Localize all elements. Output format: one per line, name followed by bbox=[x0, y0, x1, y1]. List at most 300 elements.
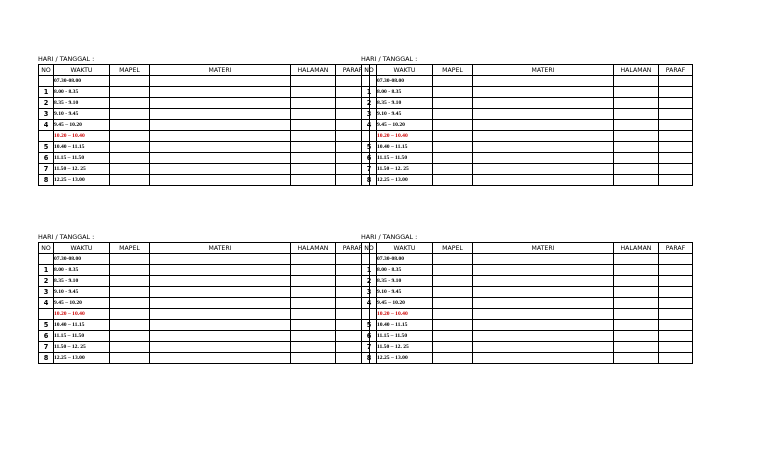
table-row bbox=[39, 142, 370, 153]
mapel-cell[interactable] bbox=[433, 342, 473, 353]
materi-cell[interactable] bbox=[150, 142, 291, 153]
schedule-table bbox=[361, 242, 693, 364]
row-number: 3 bbox=[39, 109, 54, 120]
materi-cell[interactable] bbox=[473, 98, 614, 109]
mapel-cell[interactable] bbox=[433, 320, 473, 331]
table-row bbox=[39, 76, 370, 87]
row-number: 4 bbox=[362, 298, 377, 309]
materi-cell[interactable] bbox=[150, 175, 291, 186]
table-row bbox=[39, 353, 370, 364]
table-row bbox=[39, 87, 370, 98]
row-number: 7 bbox=[362, 342, 377, 353]
materi-cell[interactable] bbox=[150, 276, 291, 287]
materi-cell[interactable] bbox=[150, 254, 291, 265]
materi-cell[interactable] bbox=[473, 120, 614, 131]
time-cell: 8.35 - 9.10 bbox=[54, 276, 110, 287]
halaman-cell[interactable] bbox=[291, 331, 336, 342]
schedule-title: HARI / TANGGAL : bbox=[361, 233, 418, 241]
row-number: 7 bbox=[362, 164, 377, 175]
schedule-table bbox=[38, 64, 370, 186]
mapel-cell[interactable] bbox=[110, 98, 150, 109]
mapel-cell[interactable] bbox=[433, 109, 473, 120]
mapel-cell[interactable] bbox=[433, 353, 473, 364]
time-cell: 11.15 – 11.50 bbox=[377, 331, 433, 342]
materi-cell[interactable] bbox=[150, 287, 291, 298]
row-number: 6 bbox=[362, 331, 377, 342]
time-cell: 8.00 - 8.35 bbox=[377, 265, 433, 276]
row-number: 5 bbox=[362, 320, 377, 331]
materi-cell[interactable] bbox=[150, 120, 291, 131]
table-header-row bbox=[39, 243, 370, 254]
row-number: 4 bbox=[39, 298, 54, 309]
materi-cell[interactable] bbox=[473, 131, 614, 142]
materi-cell[interactable] bbox=[473, 76, 614, 87]
paraf-cell[interactable] bbox=[659, 320, 693, 331]
row-number: 8 bbox=[39, 353, 54, 364]
header-no: NO bbox=[362, 243, 377, 254]
table-row bbox=[39, 298, 370, 309]
row-number: 2 bbox=[362, 98, 377, 109]
mapel-cell[interactable] bbox=[110, 298, 150, 309]
header-mapel: MAPEL bbox=[433, 65, 473, 76]
table-row bbox=[362, 265, 693, 276]
time-cell: 11.50 – 12. 25 bbox=[54, 164, 110, 175]
paraf-cell[interactable] bbox=[659, 98, 693, 109]
header-paraf: PARAF bbox=[659, 243, 693, 254]
time-cell: 11.15 – 11.50 bbox=[377, 153, 433, 164]
row-number: 4 bbox=[39, 120, 54, 131]
paraf-cell[interactable] bbox=[659, 87, 693, 98]
materi-cell[interactable] bbox=[150, 320, 291, 331]
table-row bbox=[362, 342, 693, 353]
mapel-cell[interactable] bbox=[110, 142, 150, 153]
table-row bbox=[39, 164, 370, 175]
row-number bbox=[39, 76, 54, 87]
materi-cell[interactable] bbox=[150, 164, 291, 175]
halaman-cell[interactable] bbox=[614, 153, 659, 164]
row-number: 1 bbox=[39, 265, 54, 276]
paraf-cell[interactable] bbox=[659, 175, 693, 186]
materi-cell[interactable] bbox=[473, 298, 614, 309]
mapel-cell[interactable] bbox=[110, 76, 150, 87]
row-number: 2 bbox=[362, 276, 377, 287]
materi-cell[interactable] bbox=[150, 153, 291, 164]
materi-cell[interactable] bbox=[150, 76, 291, 87]
table-row bbox=[362, 287, 693, 298]
halaman-cell[interactable] bbox=[614, 98, 659, 109]
time-cell: 07.30-08.00 bbox=[54, 76, 110, 87]
table-row bbox=[39, 131, 370, 142]
materi-cell[interactable] bbox=[473, 254, 614, 265]
halaman-cell[interactable] bbox=[291, 109, 336, 120]
mapel-cell[interactable] bbox=[433, 87, 473, 98]
halaman-cell[interactable] bbox=[291, 276, 336, 287]
time-cell: 10.40 – 11.15 bbox=[54, 320, 110, 331]
halaman-cell[interactable] bbox=[291, 87, 336, 98]
header-materi: MATERI bbox=[473, 243, 614, 254]
halaman-cell[interactable] bbox=[291, 287, 336, 298]
row-number: 8 bbox=[362, 175, 377, 186]
time-cell: 11.50 – 12. 25 bbox=[377, 164, 433, 175]
header-materi: MATERI bbox=[473, 65, 614, 76]
mapel-cell[interactable] bbox=[433, 254, 473, 265]
materi-cell[interactable] bbox=[473, 164, 614, 175]
materi-cell[interactable] bbox=[150, 131, 291, 142]
materi-cell[interactable] bbox=[150, 298, 291, 309]
mapel-cell[interactable] bbox=[433, 175, 473, 186]
mapel-cell[interactable] bbox=[433, 276, 473, 287]
halaman-cell[interactable] bbox=[291, 164, 336, 175]
table-row bbox=[362, 309, 693, 320]
paraf-cell[interactable] bbox=[659, 254, 693, 265]
header-mapel: MAPEL bbox=[110, 243, 150, 254]
time-cell: 9.10 - 9.45 bbox=[54, 287, 110, 298]
time-cell: 9.45 – 10.20 bbox=[54, 120, 110, 131]
table-row bbox=[362, 276, 693, 287]
table-row bbox=[39, 109, 370, 120]
schedule-block bbox=[38, 54, 370, 186]
row-number: 1 bbox=[362, 265, 377, 276]
time-cell: 10.40 – 11.15 bbox=[54, 142, 110, 153]
materi-cell[interactable] bbox=[473, 353, 614, 364]
table-row bbox=[39, 153, 370, 164]
row-number: 8 bbox=[362, 353, 377, 364]
time-cell: 12.25 – 13.00 bbox=[54, 175, 110, 186]
header-halaman: HALAMAN bbox=[291, 65, 336, 76]
table-row bbox=[362, 76, 693, 87]
halaman-cell[interactable] bbox=[614, 265, 659, 276]
halaman-cell[interactable] bbox=[291, 76, 336, 87]
header-halaman: HALAMAN bbox=[614, 65, 659, 76]
table-row bbox=[362, 164, 693, 175]
time-cell: 11.50 – 12. 25 bbox=[54, 342, 110, 353]
mapel-cell[interactable] bbox=[110, 287, 150, 298]
time-cell: 9.10 - 9.45 bbox=[54, 109, 110, 120]
row-number: 7 bbox=[39, 164, 54, 175]
halaman-cell[interactable] bbox=[291, 175, 336, 186]
mapel-cell[interactable] bbox=[110, 320, 150, 331]
paraf-cell[interactable] bbox=[659, 287, 693, 298]
table-row bbox=[39, 287, 370, 298]
materi-cell[interactable] bbox=[473, 331, 614, 342]
halaman-cell[interactable] bbox=[291, 98, 336, 109]
table-row bbox=[39, 265, 370, 276]
table-row bbox=[39, 309, 370, 320]
mapel-cell[interactable] bbox=[433, 76, 473, 87]
materi-cell[interactable] bbox=[473, 320, 614, 331]
row-number: 5 bbox=[39, 320, 54, 331]
time-cell: 10.40 – 11.15 bbox=[377, 142, 433, 153]
break-time-cell: 10.20 – 10.40 bbox=[54, 131, 110, 142]
paraf-cell[interactable] bbox=[659, 164, 693, 175]
materi-cell[interactable] bbox=[150, 109, 291, 120]
row-number: 2 bbox=[39, 98, 54, 109]
time-cell: 9.10 - 9.45 bbox=[377, 109, 433, 120]
halaman-cell[interactable] bbox=[614, 309, 659, 320]
paraf-cell[interactable] bbox=[659, 265, 693, 276]
row-number: 3 bbox=[39, 287, 54, 298]
table-row bbox=[39, 254, 370, 265]
materi-cell[interactable] bbox=[150, 98, 291, 109]
header-no: NO bbox=[39, 65, 54, 76]
row-number: 6 bbox=[39, 153, 54, 164]
break-time-cell: 10.20 – 10.40 bbox=[377, 309, 433, 320]
table-row bbox=[39, 320, 370, 331]
break-time-cell: 10.20 – 10.40 bbox=[54, 309, 110, 320]
halaman-cell[interactable] bbox=[614, 175, 659, 186]
header-mapel: MAPEL bbox=[433, 243, 473, 254]
materi-cell[interactable] bbox=[473, 175, 614, 186]
time-cell: 9.10 - 9.45 bbox=[377, 287, 433, 298]
halaman-cell[interactable] bbox=[291, 309, 336, 320]
mapel-cell[interactable] bbox=[433, 98, 473, 109]
mapel-cell[interactable] bbox=[433, 265, 473, 276]
materi-cell[interactable] bbox=[150, 353, 291, 364]
halaman-cell[interactable] bbox=[614, 254, 659, 265]
materi-cell[interactable] bbox=[473, 109, 614, 120]
mapel-cell[interactable] bbox=[110, 131, 150, 142]
halaman-cell[interactable] bbox=[614, 331, 659, 342]
materi-cell[interactable] bbox=[473, 265, 614, 276]
halaman-cell[interactable] bbox=[291, 254, 336, 265]
paraf-cell[interactable] bbox=[659, 153, 693, 164]
mapel-cell[interactable] bbox=[433, 153, 473, 164]
paraf-cell[interactable] bbox=[659, 342, 693, 353]
row-number bbox=[362, 131, 377, 142]
table-row bbox=[362, 175, 693, 186]
mapel-cell[interactable] bbox=[110, 153, 150, 164]
row-number: 1 bbox=[362, 87, 377, 98]
halaman-cell[interactable] bbox=[291, 265, 336, 276]
materi-cell[interactable] bbox=[150, 265, 291, 276]
header-waktu: WAKTU bbox=[54, 243, 110, 254]
halaman-cell[interactable] bbox=[291, 153, 336, 164]
header-mapel: MAPEL bbox=[110, 65, 150, 76]
halaman-cell[interactable] bbox=[291, 131, 336, 142]
paraf-cell[interactable] bbox=[659, 331, 693, 342]
row-number: 5 bbox=[362, 142, 377, 153]
header-halaman: HALAMAN bbox=[291, 243, 336, 254]
time-cell: 8.35 - 9.10 bbox=[377, 276, 433, 287]
row-number bbox=[362, 76, 377, 87]
materi-cell[interactable] bbox=[150, 331, 291, 342]
table-row bbox=[362, 87, 693, 98]
time-cell: 12.25 – 13.00 bbox=[377, 175, 433, 186]
halaman-cell[interactable] bbox=[291, 353, 336, 364]
time-cell: 11.15 – 11.50 bbox=[54, 331, 110, 342]
table-row bbox=[39, 276, 370, 287]
row-number: 3 bbox=[362, 287, 377, 298]
halaman-cell[interactable] bbox=[614, 120, 659, 131]
header-waktu: WAKTU bbox=[377, 65, 433, 76]
materi-cell[interactable] bbox=[473, 342, 614, 353]
table-header-row bbox=[362, 243, 693, 254]
halaman-cell[interactable] bbox=[614, 87, 659, 98]
mapel-cell[interactable] bbox=[110, 109, 150, 120]
mapel-cell[interactable] bbox=[433, 131, 473, 142]
header-paraf: PARAF bbox=[659, 65, 693, 76]
time-cell: 8.00 - 8.35 bbox=[54, 265, 110, 276]
break-time-cell: 10.20 – 10.40 bbox=[377, 131, 433, 142]
time-cell: 8.35 - 9.10 bbox=[54, 98, 110, 109]
mapel-cell[interactable] bbox=[433, 120, 473, 131]
paraf-cell[interactable] bbox=[659, 120, 693, 131]
paraf-cell[interactable] bbox=[659, 276, 693, 287]
materi-cell[interactable] bbox=[473, 309, 614, 320]
row-number: 6 bbox=[362, 153, 377, 164]
paraf-cell[interactable] bbox=[659, 76, 693, 87]
mapel-cell[interactable] bbox=[110, 254, 150, 265]
schedule-title: HARI / TANGGAL : bbox=[38, 233, 95, 241]
row-number bbox=[39, 309, 54, 320]
header-waktu: WAKTU bbox=[377, 243, 433, 254]
table-row bbox=[39, 175, 370, 186]
paraf-cell[interactable] bbox=[659, 109, 693, 120]
mapel-cell[interactable] bbox=[110, 342, 150, 353]
table-header-row bbox=[39, 65, 370, 76]
materi-cell[interactable] bbox=[150, 309, 291, 320]
mapel-cell[interactable] bbox=[110, 331, 150, 342]
row-number: 2 bbox=[39, 276, 54, 287]
time-cell: 11.15 – 11.50 bbox=[54, 153, 110, 164]
schedule-title: HARI / TANGGAL : bbox=[361, 55, 418, 63]
mapel-cell[interactable] bbox=[433, 164, 473, 175]
halaman-cell[interactable] bbox=[614, 76, 659, 87]
table-row bbox=[362, 353, 693, 364]
halaman-cell[interactable] bbox=[291, 320, 336, 331]
schedule-block bbox=[361, 54, 693, 186]
mapel-cell[interactable] bbox=[110, 87, 150, 98]
mapel-cell[interactable] bbox=[110, 164, 150, 175]
time-cell: 10.40 – 11.15 bbox=[377, 320, 433, 331]
mapel-cell[interactable] bbox=[433, 298, 473, 309]
time-cell: 8.35 - 9.10 bbox=[377, 98, 433, 109]
halaman-cell[interactable] bbox=[614, 353, 659, 364]
materi-cell[interactable] bbox=[473, 276, 614, 287]
header-no: NO bbox=[39, 243, 54, 254]
schedule-table bbox=[38, 242, 370, 364]
halaman-cell[interactable] bbox=[614, 109, 659, 120]
halaman-cell[interactable] bbox=[614, 342, 659, 353]
time-cell: 12.25 – 13.00 bbox=[54, 353, 110, 364]
mapel-cell[interactable] bbox=[110, 120, 150, 131]
schedule-block bbox=[361, 232, 693, 364]
materi-cell[interactable] bbox=[473, 87, 614, 98]
table-row bbox=[362, 254, 693, 265]
halaman-cell[interactable] bbox=[614, 287, 659, 298]
mapel-cell[interactable] bbox=[433, 142, 473, 153]
table-row bbox=[362, 131, 693, 142]
time-cell: 11.50 – 12. 25 bbox=[377, 342, 433, 353]
header-paraf: PARAF bbox=[336, 65, 370, 76]
table-row bbox=[362, 153, 693, 164]
header-halaman: HALAMAN bbox=[614, 243, 659, 254]
header-waktu: WAKTU bbox=[54, 65, 110, 76]
halaman-cell[interactable] bbox=[614, 131, 659, 142]
header-no: NO bbox=[362, 65, 377, 76]
mapel-cell[interactable] bbox=[110, 265, 150, 276]
halaman-cell[interactable] bbox=[614, 320, 659, 331]
header-materi: MATERI bbox=[150, 243, 291, 254]
header-materi: MATERI bbox=[150, 65, 291, 76]
halaman-cell[interactable] bbox=[291, 142, 336, 153]
mapel-cell[interactable] bbox=[433, 331, 473, 342]
halaman-cell[interactable] bbox=[291, 120, 336, 131]
schedule-block bbox=[38, 232, 370, 364]
table-row bbox=[362, 320, 693, 331]
halaman-cell[interactable] bbox=[291, 298, 336, 309]
mapel-cell[interactable] bbox=[110, 175, 150, 186]
halaman-cell[interactable] bbox=[291, 342, 336, 353]
halaman-cell[interactable] bbox=[614, 276, 659, 287]
materi-cell[interactable] bbox=[473, 287, 614, 298]
row-number bbox=[39, 131, 54, 142]
row-number: 1 bbox=[39, 87, 54, 98]
paraf-cell[interactable] bbox=[659, 131, 693, 142]
paraf-cell[interactable] bbox=[659, 353, 693, 364]
halaman-cell[interactable] bbox=[614, 164, 659, 175]
row-number bbox=[362, 309, 377, 320]
schedule-table bbox=[361, 64, 693, 186]
table-header-row bbox=[362, 65, 693, 76]
mapel-cell[interactable] bbox=[110, 309, 150, 320]
row-number: 4 bbox=[362, 120, 377, 131]
table-row bbox=[362, 109, 693, 120]
materi-cell[interactable] bbox=[473, 142, 614, 153]
materi-cell[interactable] bbox=[150, 87, 291, 98]
table-row bbox=[39, 98, 370, 109]
row-number: 3 bbox=[362, 109, 377, 120]
mapel-cell[interactable] bbox=[110, 276, 150, 287]
row-number: 5 bbox=[39, 142, 54, 153]
mapel-cell[interactable] bbox=[110, 353, 150, 364]
row-number bbox=[362, 254, 377, 265]
paraf-cell[interactable] bbox=[659, 309, 693, 320]
halaman-cell[interactable] bbox=[614, 298, 659, 309]
time-cell: 8.00 - 8.35 bbox=[54, 87, 110, 98]
time-cell: 12.25 – 13.00 bbox=[377, 353, 433, 364]
halaman-cell[interactable] bbox=[614, 142, 659, 153]
materi-cell[interactable] bbox=[473, 153, 614, 164]
row-number: 7 bbox=[39, 342, 54, 353]
time-cell: 07.30-08.00 bbox=[54, 254, 110, 265]
time-cell: 9.45 – 10.20 bbox=[377, 298, 433, 309]
table-row bbox=[39, 120, 370, 131]
table-row bbox=[362, 120, 693, 131]
time-cell: 9.45 – 10.20 bbox=[54, 298, 110, 309]
time-cell: 07.30-08.00 bbox=[377, 76, 433, 87]
table-row bbox=[362, 142, 693, 153]
materi-cell[interactable] bbox=[150, 342, 291, 353]
header-paraf: PARAF bbox=[336, 243, 370, 254]
table-row bbox=[39, 331, 370, 342]
table-row bbox=[362, 98, 693, 109]
row-number bbox=[39, 254, 54, 265]
table-row bbox=[362, 298, 693, 309]
time-cell: 07.30-08.00 bbox=[377, 254, 433, 265]
time-cell: 8.00 - 8.35 bbox=[377, 87, 433, 98]
paraf-cell[interactable] bbox=[659, 298, 693, 309]
schedule-title: HARI / TANGGAL : bbox=[38, 55, 95, 63]
row-number: 8 bbox=[39, 175, 54, 186]
table-row bbox=[39, 342, 370, 353]
time-cell: 9.45 – 10.20 bbox=[377, 120, 433, 131]
mapel-cell[interactable] bbox=[433, 309, 473, 320]
mapel-cell[interactable] bbox=[433, 287, 473, 298]
row-number: 6 bbox=[39, 331, 54, 342]
table-row bbox=[362, 331, 693, 342]
paraf-cell[interactable] bbox=[659, 142, 693, 153]
